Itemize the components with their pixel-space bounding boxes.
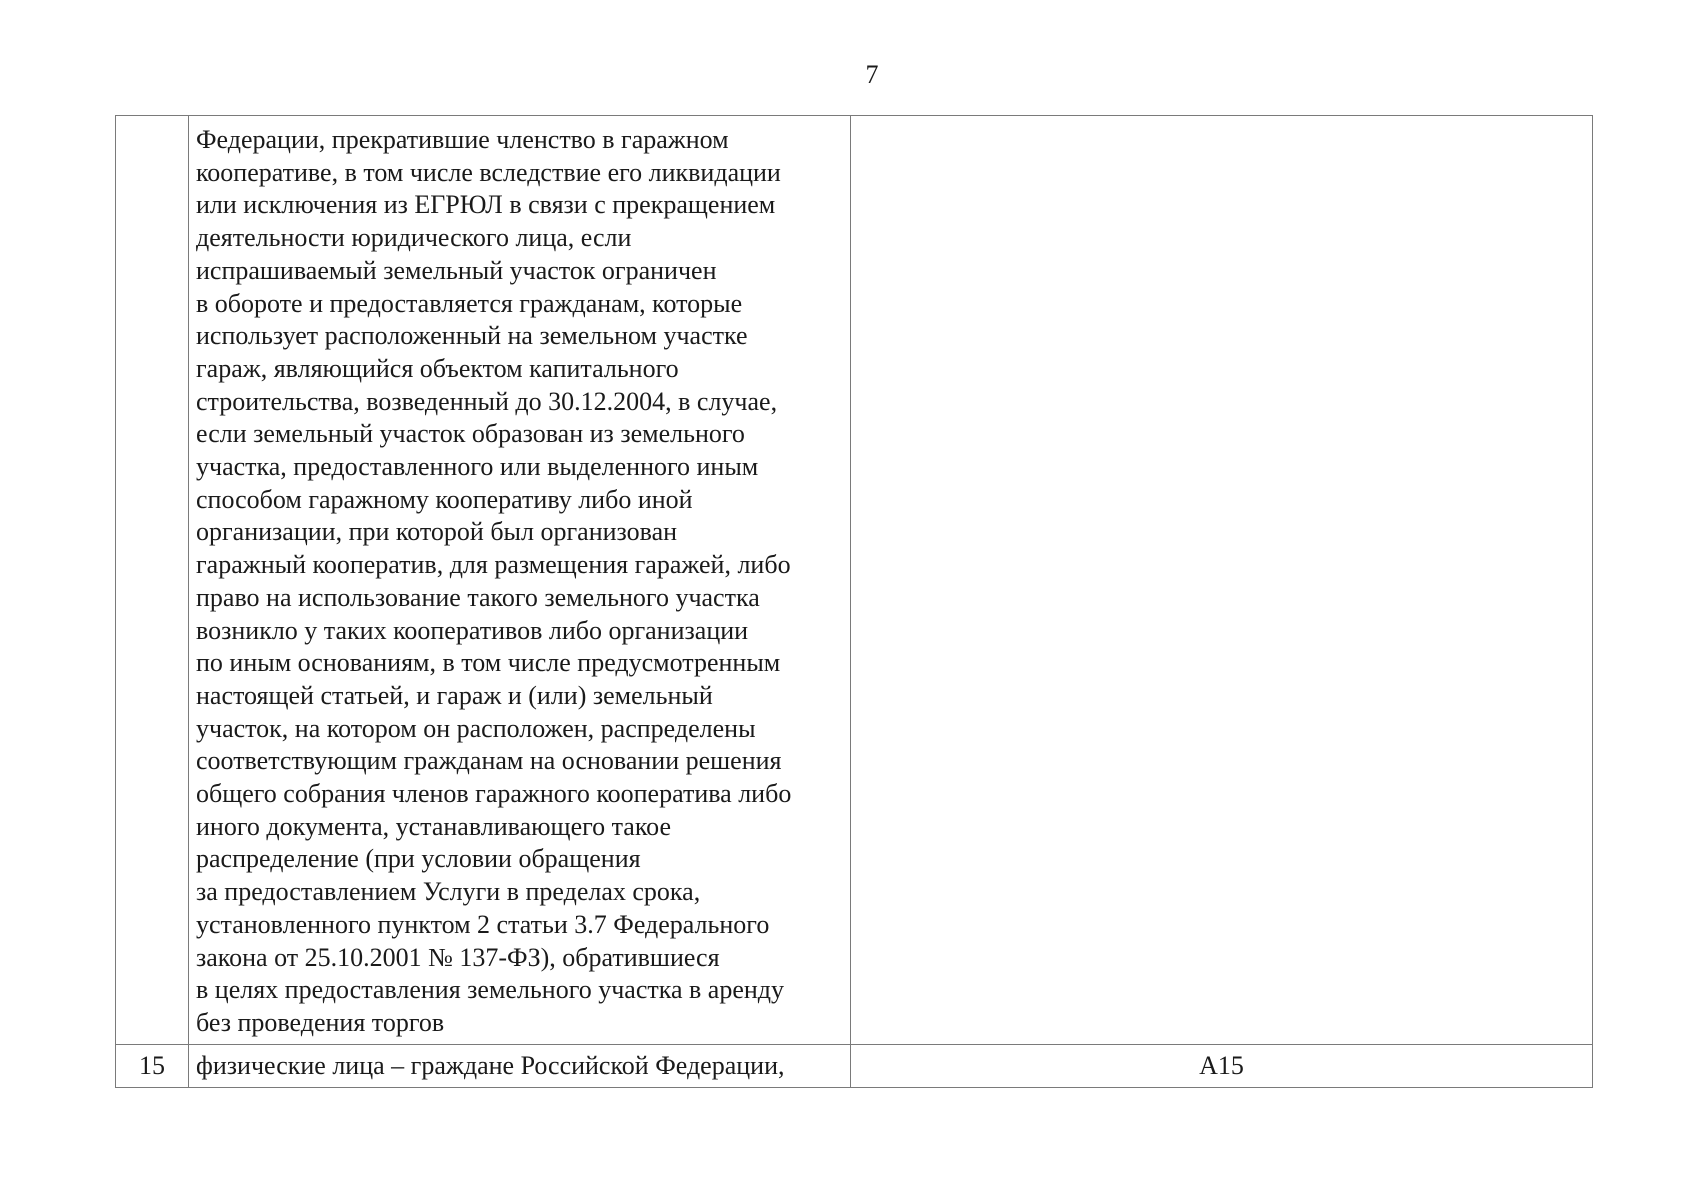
description-line: организации, при которой был организован	[196, 517, 678, 547]
description-text: физические лица – граждане Российской Федерации,	[196, 1050, 785, 1080]
criteria-table	[115, 115, 1593, 1088]
code-cell	[851, 116, 1593, 1045]
description-line: возникло у таких кооперативов либо организации	[196, 615, 749, 645]
description-line: участка, предоставленного или выделенного иным	[196, 452, 759, 482]
description-line: испрашиваемый земельный участок ограничен	[196, 255, 717, 285]
description-line: распределение (при условии обращения	[196, 844, 641, 874]
description-line: настоящей статьей, и гараж и (или) земельный	[196, 680, 713, 710]
description-line: участок, на котором он расположен, распределены	[196, 713, 756, 743]
description-line: в целях предоставления земельного участка в аренду	[196, 975, 785, 1005]
description-line: соответствующим гражданам на основании решения	[196, 746, 782, 776]
row-number-cell	[116, 116, 189, 1045]
description-line: гараж, являющийся объектом капитального	[196, 353, 679, 383]
description-line: право на использование такого земельного участка	[196, 582, 760, 612]
description-line: без проведения торгов	[196, 1007, 445, 1037]
description-line: установленного пунктом 2 статьи 3.7 Федерального	[196, 909, 770, 939]
description-line: по иным основаниям, в том числе предусмотренным	[196, 648, 781, 678]
row-number: 15	[139, 1050, 165, 1080]
code-value: А15	[1199, 1050, 1244, 1080]
description-line: гаражный кооператив, для размещения гаражей, либо	[196, 550, 791, 580]
code-cell	[851, 1044, 1593, 1087]
description-line: в обороте и предоставляется гражданам, которые	[196, 288, 743, 318]
page-number: 7	[865, 60, 879, 89]
description-line: закона от 25.10.2001 № 137-ФЗ), обратившиеся	[196, 942, 720, 972]
description-line: общего собрания членов гаражного кооператива либо	[196, 779, 792, 809]
table-row-continued	[116, 116, 1593, 1045]
description-line: использует расположенный на земельном участке	[196, 321, 748, 351]
description-cell	[189, 116, 851, 1045]
description-line: строительства, возведенный до 30.12.2004, в случае,	[196, 386, 778, 416]
description-line: деятельности юридического лица, если	[196, 223, 632, 253]
description-line: если земельный участок образован из земельного	[196, 419, 745, 449]
description-line: за предоставлением Услуги в пределах срока,	[196, 877, 701, 907]
description-line: кооперативе, в том числе вследствие его ликвидации	[196, 157, 781, 187]
description-line: иного документа, устанавливающего такое	[196, 811, 672, 841]
description-line: способом гаражному кооперативу либо иной	[196, 484, 693, 514]
description-line: Федерации, прекратившие членство в гаражном	[196, 125, 729, 154]
row-number-cell	[116, 1044, 189, 1087]
description-cell	[189, 1044, 851, 1087]
description-line: или исключения из ЕГРЮЛ в связи с прекращением	[196, 190, 776, 220]
table-row-15	[116, 1044, 1593, 1087]
description-text	[189, 116, 850, 1044]
